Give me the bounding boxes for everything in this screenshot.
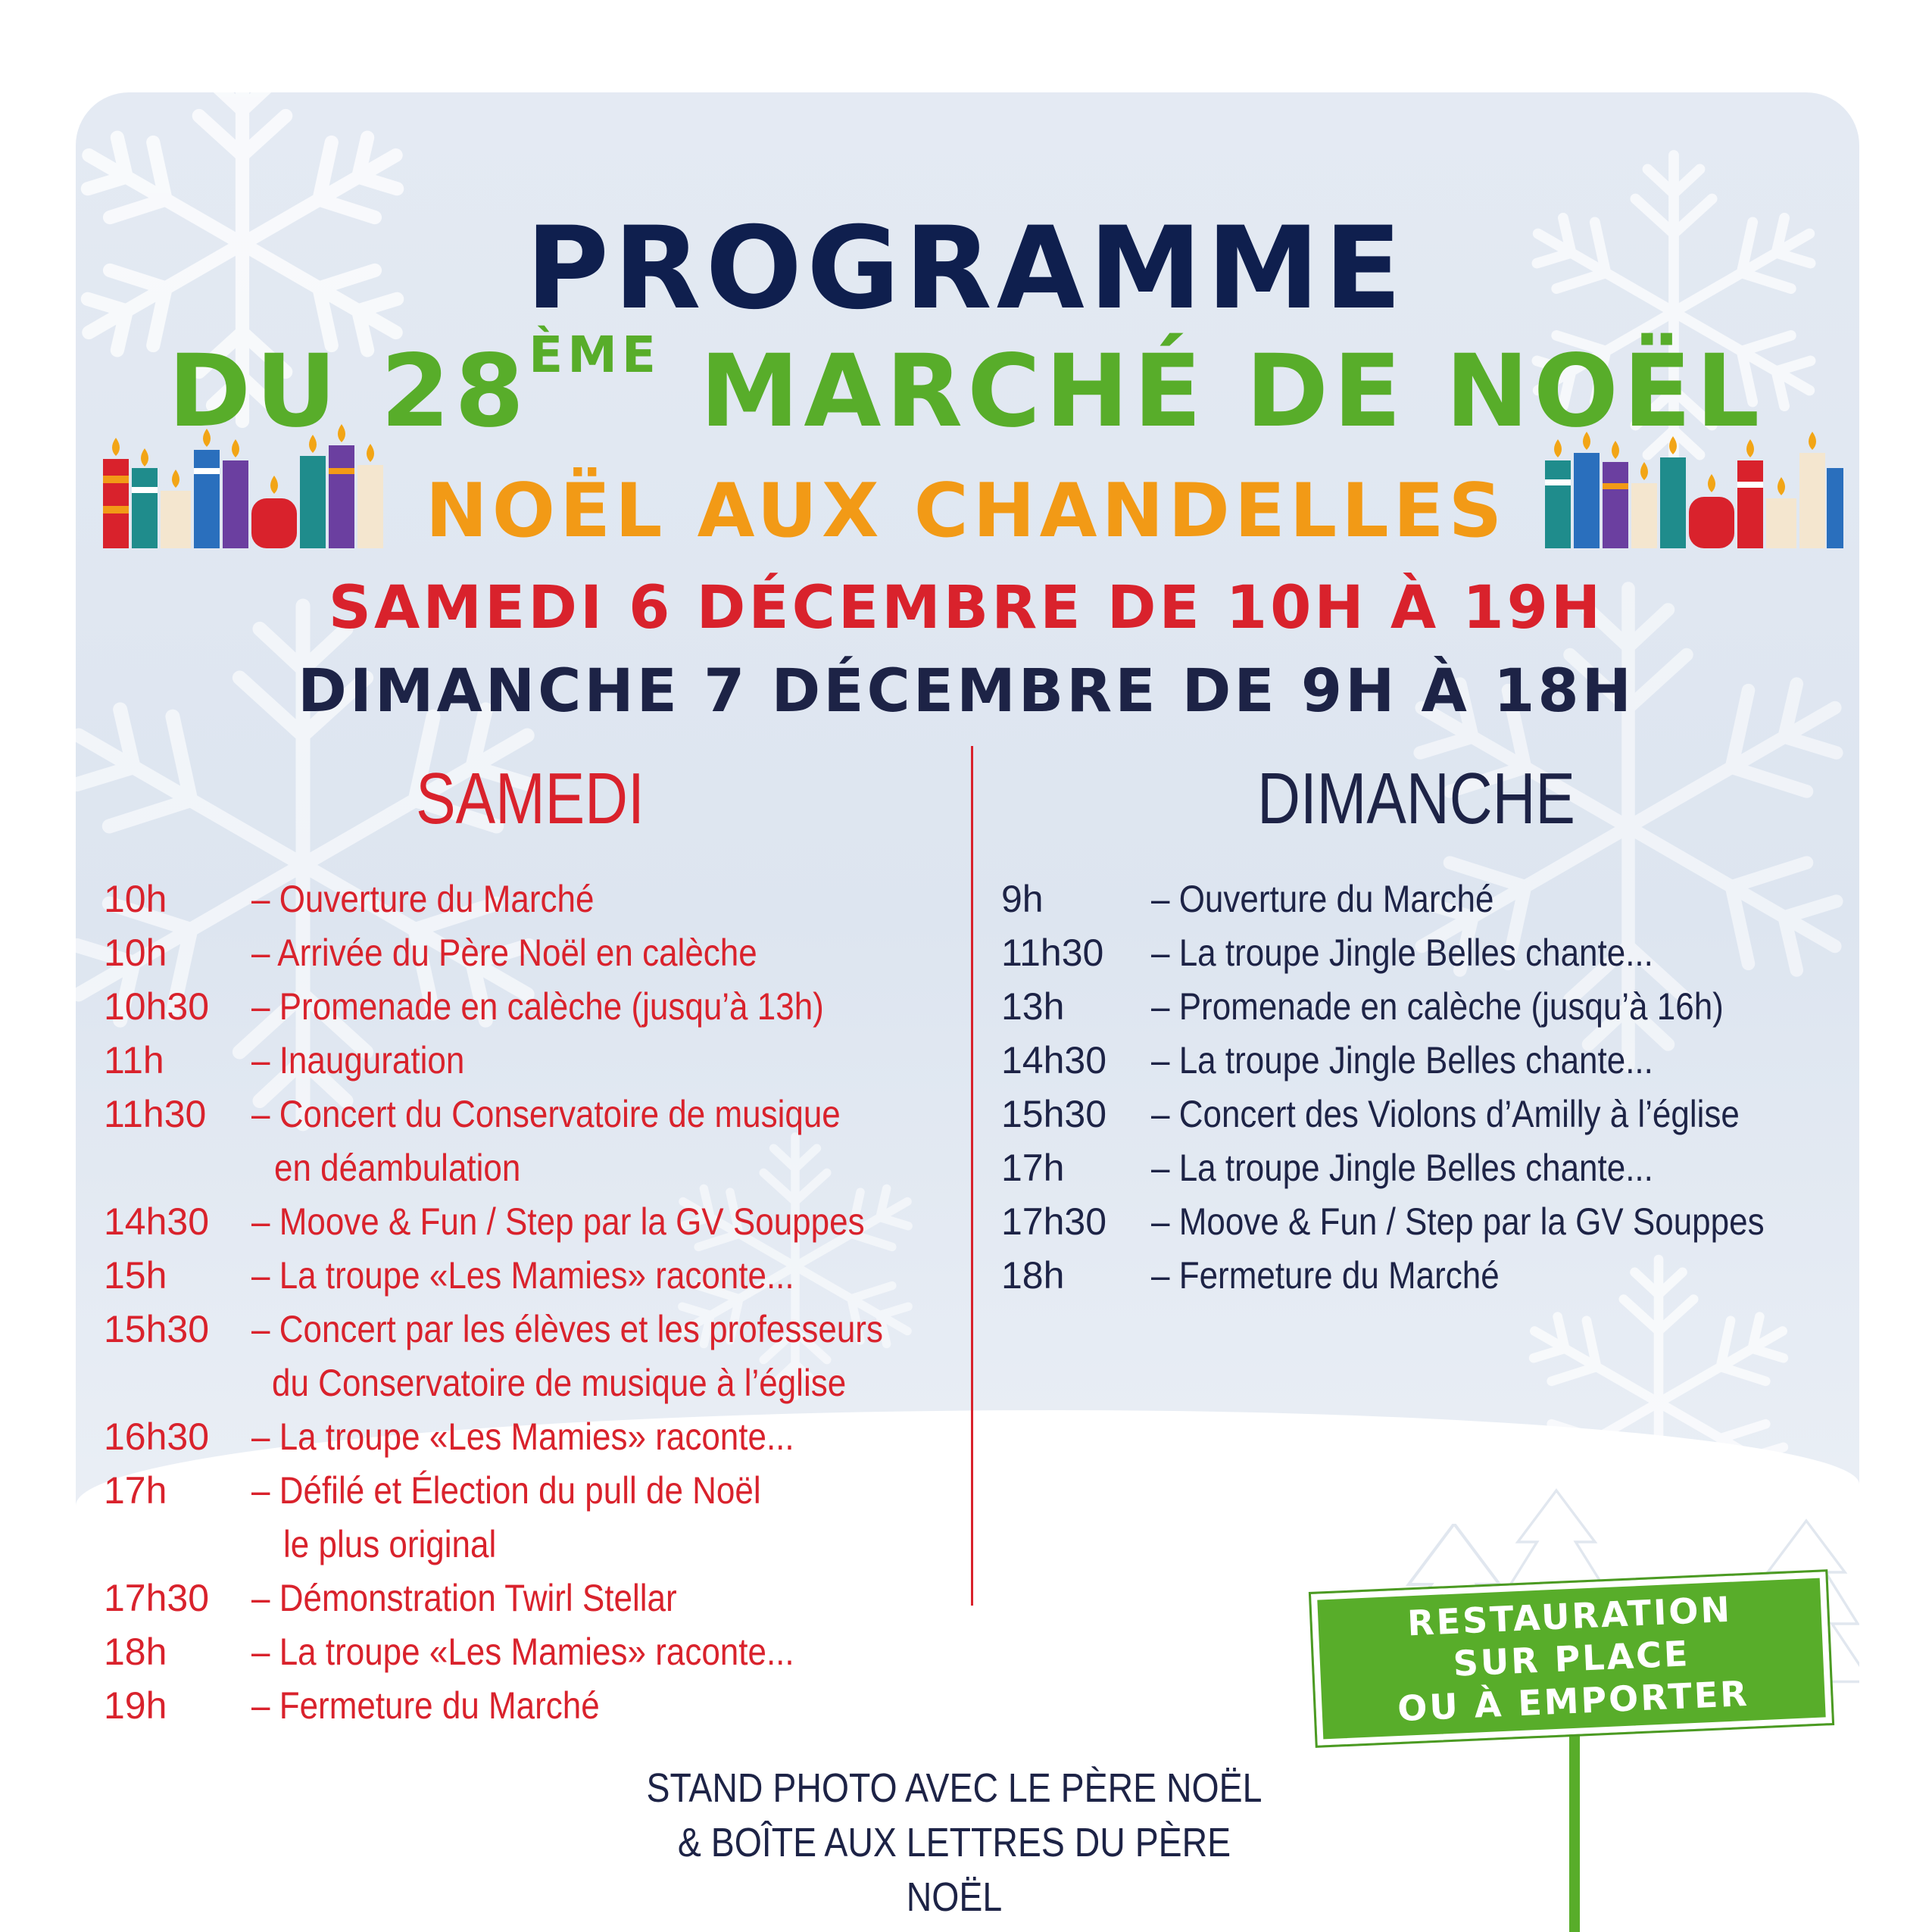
- item-desc: – Fermeture du Marché: [1151, 1254, 1500, 1297]
- event-theme: NOËL AUX CHANDELLES: [425, 468, 1507, 554]
- item-desc: – Moove & Fun / Step par la GV Souppes: [1151, 1200, 1765, 1243]
- item-time: 10h: [104, 932, 167, 974]
- item-time: 10h: [104, 878, 167, 920]
- item-time: 10h30: [104, 985, 210, 1028]
- item-desc: – Promenade en calèche (jusqu’à 13h): [251, 985, 824, 1028]
- column-divider: [971, 746, 973, 1606]
- subtitle-prefix: DU 28: [167, 333, 529, 450]
- item-time: 11h30: [1001, 932, 1104, 974]
- item-time: 18h: [1001, 1254, 1065, 1297]
- item-time: 15h30: [1001, 1093, 1107, 1135]
- item-time: 11h30: [104, 1093, 207, 1135]
- item-time: 16h30: [104, 1415, 210, 1458]
- subtitle-suffix: MARCHÉ DE NOËL: [660, 333, 1765, 450]
- item-desc: en déambulation: [274, 1147, 521, 1189]
- item-desc: – Inauguration: [251, 1039, 465, 1081]
- sunday-heading: DIMANCHE: [1257, 758, 1575, 839]
- item-time: 14h30: [1001, 1039, 1107, 1081]
- sign-line: SUR PLACE: [1452, 1633, 1691, 1684]
- item-time: 15h: [104, 1254, 167, 1297]
- item-time: 14h30: [104, 1200, 210, 1243]
- item-time: 9h: [1001, 878, 1044, 920]
- item-desc: – Démonstration Twirl Stellar: [251, 1577, 677, 1619]
- item-desc: – La troupe «Les Mamies» raconte...: [251, 1415, 794, 1458]
- date-sunday: DIMANCHE 7 DÉCEMBRE DE 9H À 18H: [298, 657, 1634, 726]
- item-time: 11h: [104, 1039, 164, 1081]
- item-time: 17h30: [104, 1577, 210, 1619]
- item-desc: – Moove & Fun / Step par la GV Souppes: [251, 1200, 865, 1243]
- item-desc: – Concert par les élèves et les professeurs: [251, 1308, 883, 1350]
- item-desc: – Ouverture du Marché: [251, 878, 595, 920]
- item-desc: – La troupe Jingle Belles chante...: [1151, 932, 1653, 974]
- item-desc: le plus original: [283, 1523, 497, 1565]
- item-time: 17h30: [1001, 1200, 1107, 1243]
- footer-line: & BOÎTE AUX LETTRES DU PÈRE NOËL: [677, 1820, 1231, 1920]
- item-desc: – Défilé et Élection du pull de Noël: [251, 1469, 761, 1512]
- saturday-heading: SAMEDI: [416, 758, 645, 839]
- item-time: 19h: [104, 1684, 167, 1727]
- item-desc: – La troupe «Les Mamies» raconte...: [251, 1254, 794, 1297]
- item-time: 17h: [1001, 1147, 1065, 1189]
- item-desc: – Concert des Violons d’Amilly à l’église: [1151, 1093, 1740, 1135]
- item-desc: – Concert du Conservatoire de musique: [251, 1093, 841, 1135]
- event-subtitle: [0, 326, 1932, 450]
- item-desc: du Conservatoire de musique à l’église: [272, 1362, 847, 1404]
- item-time: 18h: [104, 1631, 167, 1673]
- subtitle-ordinal: ÈME: [529, 326, 660, 384]
- item-desc: – Arrivée du Père Noël en calèche: [251, 932, 757, 974]
- item-desc: – La troupe Jingle Belles chante...: [1151, 1039, 1653, 1081]
- item-time: 17h: [104, 1469, 167, 1512]
- page-title: PROGRAMME: [526, 203, 1406, 335]
- sign-line: RESTAURATION: [1406, 1588, 1733, 1644]
- item-desc: – Ouverture du Marché: [1151, 878, 1494, 920]
- item-time: 13h: [1001, 985, 1065, 1028]
- footer-note: [629, 1761, 1280, 1924]
- item-desc: – Fermeture du Marché: [251, 1684, 600, 1727]
- item-time: 15h30: [104, 1308, 210, 1350]
- item-desc: – La troupe «Les Mamies» raconte...: [251, 1631, 794, 1673]
- sign-line: OU À EMPORTER: [1397, 1672, 1750, 1730]
- item-desc: – Promenade en calèche (jusqu’à 16h): [1151, 985, 1724, 1028]
- restauration-sign: [1311, 1572, 1832, 1745]
- footer-line: STAND PHOTO AVEC LE PÈRE NOËL: [646, 1765, 1263, 1811]
- item-desc: – La troupe Jingle Belles chante...: [1151, 1147, 1653, 1189]
- date-saturday: SAMEDI 6 DÉCEMBRE DE 10H À 19H: [328, 574, 1604, 642]
